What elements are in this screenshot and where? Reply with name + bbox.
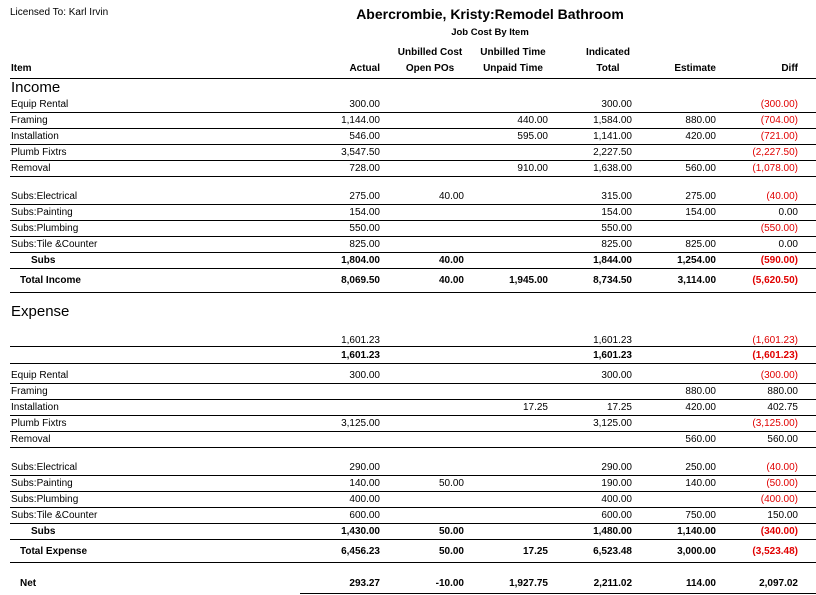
cell-actual: 154.00 (349, 207, 380, 218)
cell-est: 880.00 (685, 386, 716, 397)
cell-item: Total Income (20, 275, 81, 286)
cell-total: 1,638.00 (593, 163, 632, 174)
cell-actual: 1,430.00 (341, 526, 380, 537)
section-income: Income (11, 79, 61, 96)
row-divider (10, 112, 816, 113)
row-divider (10, 507, 816, 508)
cell-actual: 293.27 (349, 578, 380, 589)
row-divider (10, 383, 816, 384)
expense-row (0, 460, 816, 475)
cell-est: 140.00 (685, 478, 716, 489)
cell-time: 1,927.75 (509, 578, 548, 589)
cell-total: 300.00 (601, 370, 632, 381)
cell-est: 1,140.00 (677, 526, 716, 537)
cell-diff: (300.00) (760, 370, 798, 381)
cell-item: Subs:Electrical (11, 191, 78, 202)
income-row (0, 273, 816, 288)
cell-po: 50.00 (438, 546, 464, 557)
expense-row (0, 544, 816, 559)
expense-row (0, 508, 816, 523)
cell-total: 600.00 (601, 510, 632, 521)
row-divider (10, 415, 816, 416)
income-row (0, 189, 816, 204)
cell-diff: (3,523.48) (752, 546, 798, 557)
cell-po: -10.00 (435, 578, 464, 589)
header-indicated: Indicated (586, 47, 630, 58)
cell-est: 420.00 (685, 131, 716, 142)
cell-total: 1,844.00 (593, 255, 632, 266)
cell-time: 1,945.00 (509, 275, 548, 286)
income-row (0, 145, 816, 160)
row-divider (10, 160, 816, 161)
cell-diff: (3,125.00) (752, 418, 798, 429)
row-divider (10, 539, 816, 540)
cell-total: 400.00 (601, 494, 632, 505)
expense-row (0, 400, 816, 415)
row-divider (10, 363, 816, 364)
cell-diff: (50.00) (766, 478, 798, 489)
header-unbilled-cost: Unbilled Cost (397, 47, 463, 58)
cell-actual: 3,547.50 (341, 147, 380, 158)
cell-est: 154.00 (685, 207, 716, 218)
cell-item: Plumb Fixtrs (11, 418, 67, 429)
cell-total: 6,523.48 (593, 546, 632, 557)
cell-time: 17.25 (522, 546, 548, 557)
row-divider (10, 220, 816, 221)
cell-item: Total Expense (20, 546, 88, 557)
cell-item: Framing (11, 115, 48, 126)
expense-row (0, 432, 816, 447)
cell-est: 750.00 (685, 510, 716, 521)
cell-time: 440.00 (517, 115, 548, 126)
cell-est: 420.00 (685, 402, 716, 413)
cell-diff: (5,620.50) (752, 275, 798, 286)
cell-total: 2,211.02 (593, 578, 632, 589)
cell-actual: 275.00 (349, 191, 380, 202)
cell-po: 50.00 (438, 526, 464, 537)
row-divider (10, 523, 816, 524)
row-divider (10, 128, 816, 129)
cell-actual: 728.00 (349, 163, 380, 174)
cell-diff: (300.00) (760, 99, 798, 110)
cell-total: 1,141.00 (593, 131, 632, 142)
cell-actual: 600.00 (349, 510, 380, 521)
row-divider (10, 431, 816, 432)
income-row (0, 253, 816, 268)
income-row (0, 161, 816, 176)
row-divider (10, 268, 816, 269)
income-row (0, 113, 816, 128)
cell-item: Plumb Fixtrs (11, 147, 67, 158)
row-divider (10, 346, 816, 347)
net-row (0, 576, 816, 591)
cell-actual: 1,144.00 (341, 115, 380, 126)
cell-est: 114.00 (685, 578, 716, 589)
row-divider (10, 491, 816, 492)
header-actual: Actual (349, 63, 380, 74)
license-text: Licensed To: Karl Irvin (10, 7, 109, 18)
cell-item: Equip Rental (11, 370, 69, 381)
expense-row (0, 416, 816, 431)
income-row (0, 237, 816, 252)
row-divider (10, 292, 816, 293)
cell-est: 560.00 (685, 434, 716, 445)
cell-time: 17.25 (522, 402, 548, 413)
header-unbilled-time: Unbilled Time (480, 47, 546, 58)
cell-po: 40.00 (438, 255, 464, 266)
cell-total: 1,584.00 (593, 115, 632, 126)
cell-diff: (40.00) (766, 462, 798, 473)
cell-total: 300.00 (601, 99, 632, 110)
cell-diff: (1,078.00) (752, 163, 798, 174)
cell-actual: 6,456.23 (341, 546, 380, 557)
cell-est: 825.00 (685, 239, 716, 250)
cell-item: Subs:Painting (11, 478, 73, 489)
cell-item: Subs:Tile &Counter (11, 239, 98, 250)
cell-actual: 8,069.50 (341, 275, 380, 286)
header-estimate: Estimate (674, 63, 716, 74)
row-divider (10, 252, 816, 253)
cell-actual: 1,804.00 (341, 255, 380, 266)
cell-total: 17.25 (606, 402, 632, 413)
row-divider (10, 176, 816, 177)
income-row (0, 221, 816, 236)
cell-po: 40.00 (438, 275, 464, 286)
cell-diff: (340.00) (760, 526, 798, 537)
cell-total: 8,734.50 (593, 275, 632, 286)
row-divider (10, 204, 816, 205)
cell-time: 910.00 (517, 163, 548, 174)
cell-total: 825.00 (601, 239, 632, 250)
cell-diff: 0.00 (778, 207, 798, 218)
cell-item: Equip Rental (11, 99, 69, 110)
income-row (0, 97, 816, 112)
cell-actual: 300.00 (349, 99, 380, 110)
section-expense: Expense (11, 303, 70, 320)
cell-item: Removal (11, 163, 51, 174)
income-row (0, 205, 816, 220)
header-unpaid-time: Unpaid Time (483, 63, 543, 74)
cell-total: 2,227.50 (593, 147, 632, 158)
cell-actual: 825.00 (349, 239, 380, 250)
cell-est: 275.00 (685, 191, 716, 202)
cell-item: Installation (11, 402, 59, 413)
cell-total: 190.00 (601, 478, 632, 489)
cell-est: 560.00 (685, 163, 716, 174)
row-divider (10, 475, 816, 476)
cell-total: 315.00 (601, 191, 632, 202)
report-subtitle: Job Cost By Item (451, 27, 529, 38)
expense-row (0, 492, 816, 507)
expense-row (0, 476, 816, 491)
cell-diff: (1,601.23) (752, 335, 798, 346)
cell-total: 154.00 (601, 207, 632, 218)
cell-item: Subs:Plumbing (11, 223, 79, 234)
cell-item: Subs:Plumbing (11, 494, 79, 505)
cell-actual: 300.00 (349, 370, 380, 381)
cell-total: 1,601.23 (593, 350, 632, 361)
cell-actual: 400.00 (349, 494, 380, 505)
cell-diff: 402.75 (767, 402, 798, 413)
cell-diff: (40.00) (766, 191, 798, 202)
cell-est: 250.00 (685, 462, 716, 473)
cell-diff: (704.00) (760, 115, 798, 126)
cell-actual: 290.00 (349, 462, 380, 473)
cell-actual: 3,125.00 (341, 418, 380, 429)
cell-time: 595.00 (517, 131, 548, 142)
header-open-pos: Open POs (405, 63, 455, 74)
header-diff: Diff (781, 63, 798, 74)
cell-est: 880.00 (685, 115, 716, 126)
cell-diff: 2,097.02 (759, 578, 798, 589)
cell-diff: (400.00) (760, 494, 798, 505)
cell-total: 290.00 (601, 462, 632, 473)
cell-diff: 880.00 (767, 386, 798, 397)
cell-item: Removal (11, 434, 51, 445)
row-divider (10, 399, 816, 400)
cell-total: 1,480.00 (593, 526, 632, 537)
cell-item: Subs (31, 255, 56, 266)
cell-item: Installation (11, 131, 59, 142)
report-title: Abercrombie, Kristy:Remodel Bathroom (356, 6, 624, 22)
cell-item: Framing (11, 386, 48, 397)
expense-row (0, 524, 816, 539)
cell-diff: 150.00 (767, 510, 798, 521)
cell-est: 1,254.00 (677, 255, 716, 266)
cell-diff: (2,227.50) (752, 147, 798, 158)
cell-total: 550.00 (601, 223, 632, 234)
row-divider (10, 447, 816, 448)
cell-actual: 546.00 (349, 131, 380, 142)
cell-diff: (590.00) (760, 255, 798, 266)
income-row (0, 129, 816, 144)
cell-total: 3,125.00 (593, 418, 632, 429)
cell-item: Subs (31, 526, 56, 537)
cell-actual: 140.00 (349, 478, 380, 489)
row-divider (10, 562, 816, 563)
cell-item: Net (20, 578, 37, 589)
row-divider (10, 144, 816, 145)
row-divider (10, 236, 816, 237)
cell-est: 3,114.00 (677, 275, 716, 286)
cell-actual: 550.00 (349, 223, 380, 234)
cell-actual: 1,601.23 (341, 335, 380, 346)
cell-diff: 560.00 (767, 434, 798, 445)
header-divider (10, 78, 816, 79)
cell-item: Subs:Painting (11, 207, 73, 218)
cell-diff: 0.00 (778, 239, 798, 250)
cell-total: 1,601.23 (593, 335, 632, 346)
expense-row (0, 368, 816, 383)
expense-row (0, 384, 816, 399)
cell-po: 50.00 (438, 478, 464, 489)
cell-diff: (1,601.23) (752, 350, 798, 361)
cell-po: 40.00 (438, 191, 464, 202)
cell-item: Subs:Tile &Counter (11, 510, 98, 521)
cell-diff: (550.00) (760, 223, 798, 234)
header-item: Item (11, 63, 32, 74)
expense-row (0, 348, 816, 363)
cell-diff: (721.00) (760, 131, 798, 142)
row-divider (300, 593, 816, 594)
cell-item: Subs:Electrical (11, 462, 78, 473)
header-total: Total (596, 63, 620, 74)
cell-actual: 1,601.23 (341, 350, 380, 361)
cell-est: 3,000.00 (677, 546, 716, 557)
